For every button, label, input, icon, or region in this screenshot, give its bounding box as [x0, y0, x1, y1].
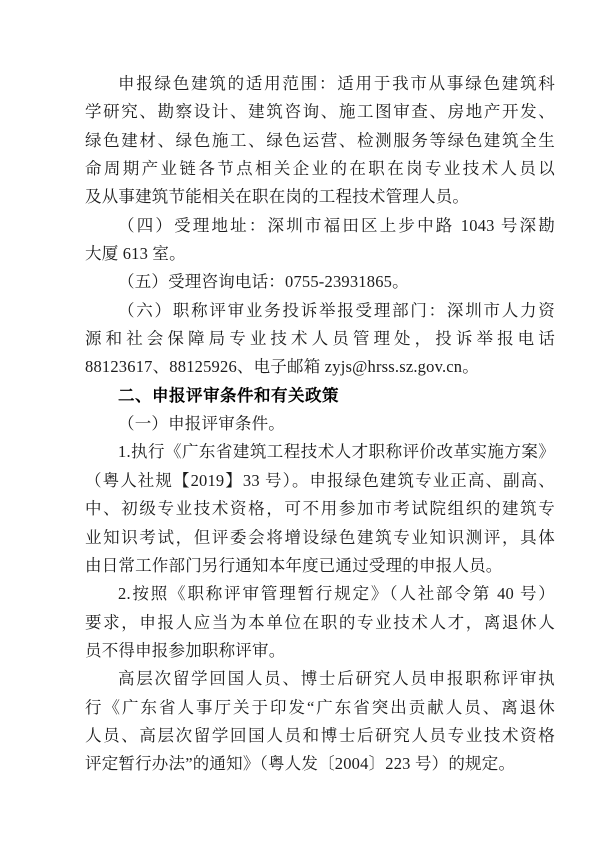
text-line: 高层次留学回国人员、博士后研究人员申报职称评审执 [118, 669, 555, 689]
section-heading-text: 二、申报评审条件和有关政策 [118, 386, 339, 405]
paragraph-subheading [85, 410, 555, 438]
text-line: 命周期产业链各节点相关企业的在职在岗专业技术人员以 [85, 159, 555, 179]
text-line: 员不得申报参加职称评审。 [85, 640, 286, 660]
text-line: （五）受理咨询电话：0755-23931865。 [118, 272, 409, 292]
paragraph-item-2 [85, 580, 555, 665]
paragraph-scope [85, 70, 555, 212]
paragraph-complaint [85, 297, 555, 382]
paragraph-item-1 [85, 438, 555, 580]
text-line: 及从事建筑节能相关在职在岗的工程技术管理人员。 [85, 187, 470, 207]
paragraph-returnee [85, 665, 555, 778]
text-line: 要求，申报人应当为本单位在职的专业技术人才，离退休人 [85, 612, 555, 632]
text-line: 2.按照《职称评审管理暂行规定》（人社部令第 40 号） [118, 584, 555, 604]
text-line: 中、初级专业技术资格，可不用参加市考试院组织的建筑专 [85, 499, 555, 519]
text-line: 源和社会保障局专业技术人员管理处，投诉举报电话 [85, 329, 555, 349]
text-line: 学研究、勘察设计、建筑咨询、施工图审查、房地产开发、 [85, 102, 555, 122]
section-heading [85, 382, 555, 410]
document-content [85, 70, 555, 779]
text-line: （一）申报评审条件。 [118, 414, 285, 434]
text-line: 大厦 613 室。 [85, 244, 186, 264]
text-line: （粤人社规【2019】33 号）。申报绿色建筑专业正高、副高、 [85, 470, 555, 490]
text-line: 1.执行《广东省建筑工程技术人才职称评价改革实施方案》 [118, 442, 555, 462]
text-line: 评定暂行办法”的通知》（粤人发〔2004〕223 号）的规定。 [85, 754, 516, 774]
paragraph-phone [85, 268, 555, 296]
paragraph-address [85, 212, 555, 269]
text-line: 88123617、88125926、电子邮箱 zyjs@hrss.sz.gov.cn。 [85, 357, 479, 377]
text-line: 业知识考试，但评委会将增设绿色建筑专业知识测评，具体 [85, 527, 555, 547]
text-line: 人员、高层次留学回国人员和博士后研究人员专业技术资格 [85, 725, 555, 745]
text-line: 行《广东省人事厅关于印发“广东省突出贡献人员、离退休 [85, 697, 555, 717]
text-line: 由日常工作部门另行通知本年度已通过受理的申报人员。 [85, 555, 503, 575]
text-line: （四）受理地址：深圳市福田区上步中路 1043 号深勘 [118, 215, 555, 235]
text-line: 绿色建材、绿色施工、绿色运营、检测服务等绿色建筑全生 [85, 130, 555, 150]
text-line: （六）职称评审业务投诉举报受理部门：深圳市人力资 [118, 300, 555, 320]
text-line: 申报绿色建筑的适用范围：适用于我市从事绿色建筑科 [118, 74, 555, 93]
